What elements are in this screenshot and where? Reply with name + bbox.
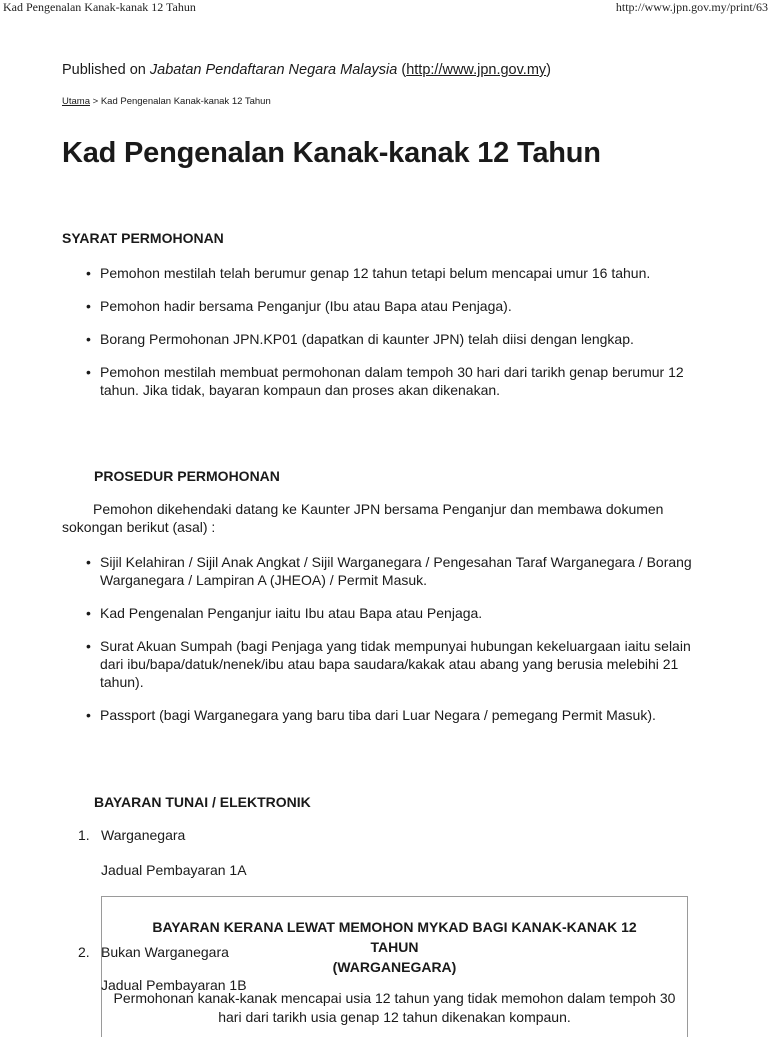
prosedur-intro: Pemohon dikehendaki datang ke Kaunter JPN bersama Penganjur dan membawa dokumen sokongan berikut (asal) : — [62, 501, 664, 535]
fee-title-line3: (WARGANEGARA) — [332, 959, 457, 975]
syarat-item: • Pemohon hadir bersama Penganjur (Ibu atau Bapa atau Penjaga). — [62, 297, 712, 315]
syarat-heading: SYARAT PERMOHONAN — [62, 230, 224, 246]
item-label: Warganegara — [101, 827, 186, 843]
print-header-title: Kad Pengenalan Kanak-kanak 12 Tahun — [3, 0, 196, 14]
prosedur-heading: PROSEDUR PERMOHONAN — [94, 468, 280, 484]
published-url-link[interactable]: http://www.jpn.gov.my — [406, 62, 547, 78]
breadcrumb-separator: > — [92, 96, 99, 107]
fee-table-note: Permohonan kanak-kanak mencapai usia 12 tahun yang tidak memohon dalam tempoh 30 hari dari tarikh usia genap 12 tahun dikenakan kompaun. — [113, 990, 676, 1025]
fee-title-line2: TAHUN — [370, 939, 419, 955]
prosedur-item: • Sijil Kelahiran / Sijil Anak Angkat / Sijil Warganegara / Pengesahan Taraf Warganegara / Borang Warganegara / Lampiran A (JHEOA) / Permit Masuk. — [62, 553, 712, 589]
breadcrumb-current: Kad Pengenalan Kanak-kanak 12 Tahun — [100, 96, 271, 107]
item-number: 1. — [78, 827, 90, 843]
item-label: Bukan Warganegara — [101, 944, 229, 960]
syarat-item: • Borang Permohonan JPN.KP01 (dapatkan di kaunter JPN) telah diisi dengan lengkap. — [62, 330, 712, 348]
prosedur-item: • Surat Akuan Sumpah (bagi Penjaga yang tidak mempunyai hubungan kekeluargaan iaitu selain dari ibu/bapa/datuk/nenek/ibu atau bapa saudara/kakak atau abang yang berusia melebihi 21 tahun). — [62, 637, 712, 691]
item-number: 2. — [78, 944, 90, 960]
breadcrumb-home-link[interactable]: Utama — [62, 96, 90, 107]
bayaran-heading: BAYARAN TUNAI / ELEKTRONIK — [94, 794, 311, 810]
breadcrumb — [62, 96, 271, 107]
print-header-url: http://www.jpn.gov.my/print/63 — [615, 0, 768, 14]
syarat-item: • Pemohon mestilah membuat permohonan dalam tempoh 30 hari dari tarikh genap berumur 12 tahun. Jika tidak, bayaran kompaun dan proses akan dikenakan. — [62, 363, 712, 399]
prosedur-list — [62, 553, 712, 739]
syarat-item: • Pemohon mestilah telah berumur genap 12 tahun tetapi belum mencapai umur 16 tahun. — [62, 264, 712, 282]
published-line: Published on Jabatan Pendaftaran Negara Malaysia (http://www.jpn.gov.my) — [62, 62, 551, 78]
page-title: Kad Pengenalan Kanak-kanak 12 Tahun — [62, 137, 601, 169]
published-site: Jabatan Pendaftaran Negara Malaysia — [149, 62, 398, 78]
prosedur-item: • Kad Pengenalan Penganjur iaitu Ibu atau Bapa atau Penjaga. — [62, 604, 712, 622]
fee-table — [101, 896, 688, 1037]
print-header — [0, 0, 768, 16]
bayaran-item-bukan-warganegara — [78, 944, 229, 960]
syarat-list — [62, 264, 712, 414]
prosedur-item: • Passport (bagi Warganegara yang baru tiba dari Luar Negara / pemegang Permit Masuk). — [62, 706, 712, 724]
bayaran-item-warganegara — [78, 827, 185, 843]
jadual-1a: Jadual Pembayaran 1A — [101, 862, 247, 878]
published-prefix: Published on — [62, 62, 146, 78]
fee-title-line1: BAYARAN KERANA LEWAT MEMOHON MYKAD BAGI KANAK-KANAK 12 — [152, 919, 637, 935]
jadual-1b: Jadual Pembayaran 1B — [101, 977, 247, 993]
